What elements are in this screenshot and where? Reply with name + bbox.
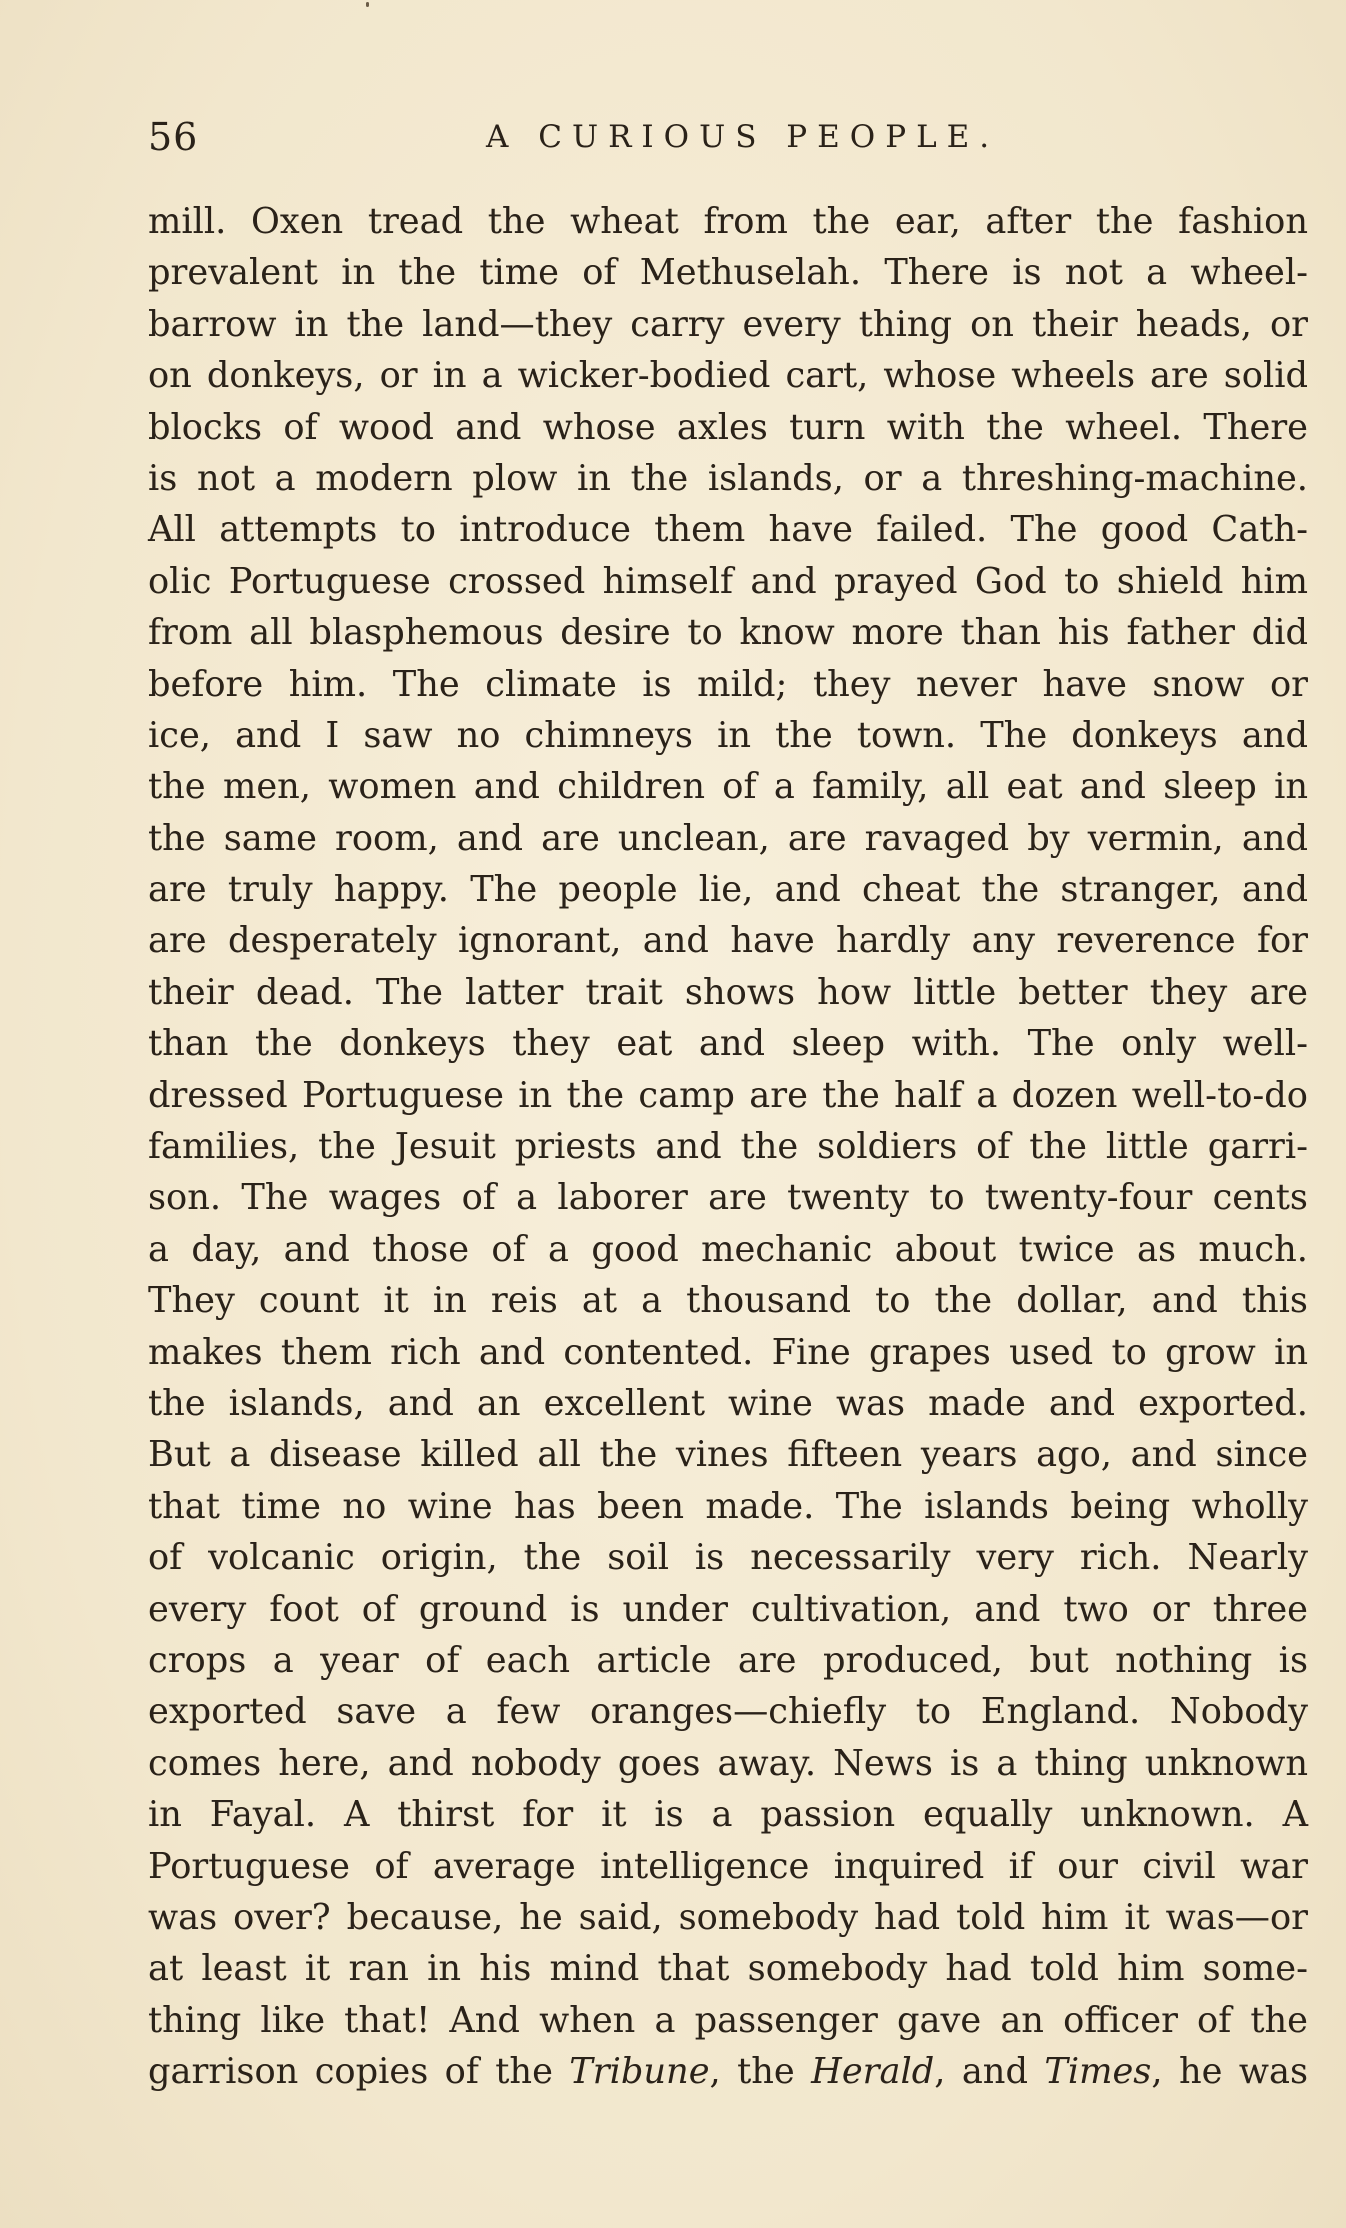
- ink-speck: [366, 2, 369, 7]
- text-line: the men, women and children of a family, all eat and sleep in: [148, 766, 1308, 808]
- page-header: [148, 112, 1308, 172]
- text-line: than the donkeys they eat and sleep with. The only well-: [148, 1023, 1308, 1065]
- text-line: in Fayal. A thirst for it is a passion equally unknown. A: [148, 1794, 1308, 1836]
- text-line: are desperately ignorant, and have hardly any reverence for: [148, 920, 1308, 962]
- text-line: olic Portuguese crossed himself and prayed God to shield him: [148, 560, 1308, 602]
- text-line: prevalent in the time of Methuselah. There is not a wheel-: [148, 252, 1308, 294]
- newspaper-title-times: Times: [1044, 2051, 1152, 2093]
- text-line: was over? because, he said, somebody had told him it was—or: [148, 1896, 1308, 1938]
- text-fragment: , the: [709, 2051, 812, 2093]
- newspaper-title-herald: Herald: [811, 2051, 935, 2093]
- text-line: All attempts to introduce them have failed. The good Cath-: [148, 509, 1308, 551]
- text-line: at least it ran in his mind that somebody had told him some-: [148, 1948, 1308, 1990]
- newspaper-title-tribune: Tribune: [569, 2051, 710, 2093]
- text-line: mill. Oxen tread the wheat from the ear, after the fashion: [148, 201, 1308, 242]
- text-line: families, the Jesuit priests and the soldiers of the little garri-: [148, 1126, 1308, 1168]
- text-fragment: garrison copies of the: [148, 2051, 570, 2093]
- text-line: ice, and I saw no chimneys in the town. The donkeys and: [148, 714, 1308, 756]
- text-line: exported save a few oranges—chiefly to England. Nobody: [148, 1691, 1308, 1733]
- text-line: of volcanic origin, the soil is necessarily very rich. Nearly: [148, 1537, 1308, 1579]
- text-line: their dead. The latter trait shows how little better they are: [148, 971, 1308, 1013]
- running-head: A CURIOUS PEOPLE.: [486, 119, 1000, 155]
- text-line: blocks of wood and whose axles turn with the wheel. There: [148, 406, 1308, 448]
- text-fragment: , and: [934, 2051, 1045, 2093]
- text-line: barrow in the land—they carry every thing on their heads, or: [148, 303, 1308, 345]
- text-line-last: [148, 2046, 1308, 2097]
- text-line: But a disease killed all the vines fifteen years ago, and since: [148, 1434, 1308, 1476]
- text-line: Portuguese of average intelligence inquired if our civil war: [148, 1845, 1308, 1887]
- text-line: is not a modern plow in the islands, or a threshing-machine.: [148, 457, 1308, 499]
- text-line: every foot of ground is under cultivation, and two or three: [148, 1588, 1308, 1630]
- text-fragment: , he was: [1151, 2051, 1308, 2093]
- body-text: [148, 196, 1308, 2097]
- text-line: on donkeys, or in a wicker-bodied cart, whose wheels are solid: [148, 355, 1308, 397]
- text-line: comes here, and nobody goes away. News is a thing unknown: [148, 1742, 1308, 1784]
- text-line: that time no wine has been made. The islands being wholly: [148, 1485, 1308, 1527]
- text-line: the same room, and are unclean, are ravaged by vermin, and: [148, 817, 1308, 859]
- text-line: dressed Portuguese in the camp are the half a dozen well-to-do: [148, 1074, 1308, 1116]
- text-line: are truly happy. The people lie, and cheat the stranger, and: [148, 869, 1308, 911]
- text-line: from all blasphemous desire to know more than his father did: [148, 612, 1308, 654]
- text-line: son. The wages of a laborer are twenty to twenty-four cents: [148, 1177, 1308, 1219]
- text-line: the islands, and an excellent wine was made and exported.: [148, 1382, 1308, 1424]
- page-number: 56: [148, 115, 199, 159]
- text-line: before him. The climate is mild; they never have snow or: [148, 663, 1308, 705]
- text-line: a day, and those of a good mechanic about twice as much.: [148, 1228, 1308, 1270]
- text-line: They count it in reis at a thousand to the dollar, and this: [148, 1280, 1308, 1322]
- text-line: thing like that! And when a passenger gave an officer of the: [148, 1999, 1308, 2041]
- text-line: makes them rich and contented. Fine grapes used to grow in: [148, 1331, 1308, 1373]
- text-line: crops a year of each article are produced, but nothing is: [148, 1639, 1308, 1681]
